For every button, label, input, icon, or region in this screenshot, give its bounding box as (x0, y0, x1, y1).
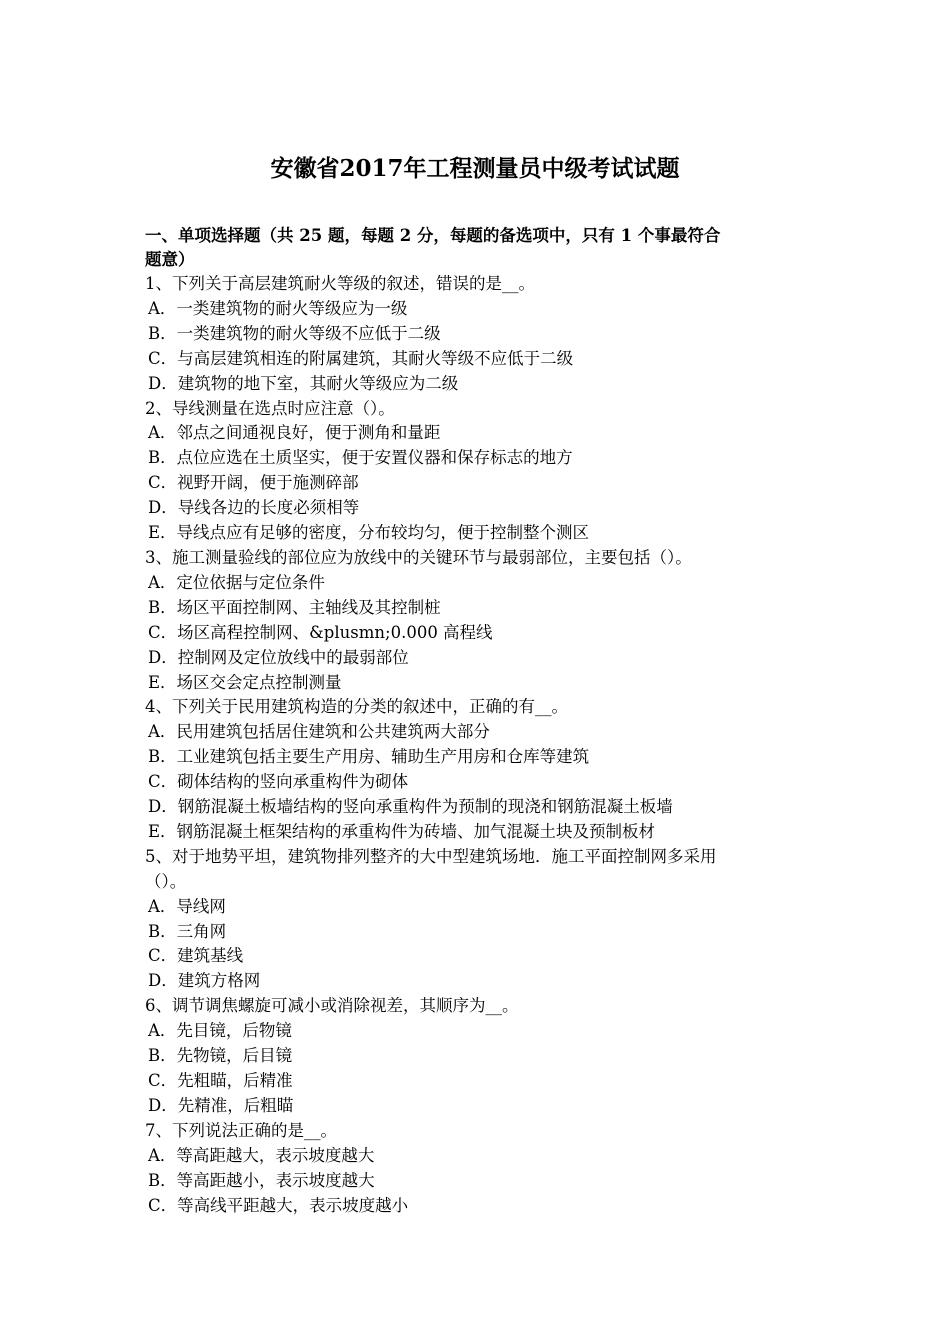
answer-option-b: B．三角网 (148, 921, 227, 941)
question-text: 4、下列关于民用建筑构造的分类的叙述中，正确的有__。 (145, 697, 568, 717)
answer-option-c: C．视野开阔，便于施测碎部 (148, 473, 359, 493)
question-5 (145, 845, 815, 994)
answer-option-d: D．先精准，后粗瞄 (148, 1095, 294, 1115)
question-1 (145, 272, 815, 397)
answer-option-a: A．等高距越大，表示坡度越大 (148, 1145, 375, 1165)
answer-option-e: E．导线点应有足够的密度，分布较均匀，便于控制整个测区 (148, 523, 590, 543)
answer-option-a: A．先目镜，后物镜 (148, 1021, 292, 1041)
question-2 (145, 397, 815, 546)
answer-option-e: E．场区交会定点控制测量 (148, 672, 342, 692)
answer-option-a: A．一类建筑物的耐火等级应为一级 (148, 298, 408, 318)
question-text: 7、下列说法正确的是__。 (145, 1120, 337, 1140)
question-4 (145, 695, 815, 844)
answer-option-c: C．先粗瞄，后精准 (148, 1071, 293, 1090)
question-text: 5、对于地势平坦，建筑物排列整齐的大中型建筑场地．施工平面控制网多采用 (145, 846, 717, 866)
answer-option-c: C．砌体结构的竖向承重构件为砌体 (148, 772, 409, 792)
answer-option-b: B．点位应选在土质坚实，便于安置仪器和保存标志的地方 (148, 448, 573, 468)
question-text: 6、调节调焦螺旋可减小或消除视差，其顺序为__。 (145, 996, 519, 1016)
answer-option-a: A．邻点之间通视良好，便于测角和量距 (148, 423, 441, 443)
answer-option-d: D．建筑物的地下室，其耐火等级应为二级 (148, 373, 459, 393)
question-7 (145, 1119, 815, 1219)
question-text: 2、导线测量在选点时应注意（）。 (145, 398, 395, 418)
question-text-continuation: （）。 (145, 871, 187, 891)
section-heading (145, 224, 815, 272)
answer-option-b: B．一类建筑物的耐火等级不应低于二级 (148, 323, 441, 343)
document-body (145, 224, 815, 1218)
section-heading-line: 一、单项选择题（共 25 题，每题 2 分，每题的备选项中，只有 1 个事最符合 (145, 226, 721, 245)
answer-option-c: C．与高层建筑相连的附属建筑，其耐火等级不应低于二级 (148, 348, 574, 368)
answer-option-d: D．控制网及定位放线中的最弱部位 (148, 647, 409, 667)
answer-option-d: D．导线各边的长度必须相等 (148, 498, 360, 518)
answer-option-d: D．建筑方格网 (148, 971, 261, 991)
section-heading-line: 题意） (145, 250, 195, 269)
answer-option-b: B．场区平面控制网、主轴线及其控制桩 (148, 597, 441, 617)
answer-option-e: E．钢筋混凝土框架结构的承重构件为砖墙、加气混凝土块及预制板材 (148, 821, 656, 841)
answer-option-b: B．工业建筑包括主要生产用房、辅助生产用房和仓库等建筑 (148, 747, 590, 767)
question-6 (145, 994, 815, 1119)
answer-option-a: A．民用建筑包括居住建筑和公共建筑两大部分 (148, 722, 490, 742)
page-title: 安徽省2017年工程测量员中级考试试题 (270, 155, 680, 182)
answer-option-c: C．场区高程控制网、&plusmn;0.000 高程线 (148, 622, 493, 642)
answer-option-b: B．等高距越小，表示坡度越大 (148, 1170, 375, 1190)
answer-option-b: B．先物镜，后目镜 (148, 1046, 293, 1066)
answer-option-a: A．定位依据与定位条件 (148, 572, 325, 592)
answer-option-c: C．等高线平距越大，表示坡度越小 (148, 1195, 409, 1215)
answer-option-c: C．建筑基线 (148, 946, 244, 966)
question-3 (145, 546, 815, 695)
answer-option-d: D．钢筋混凝土板墙结构的竖向承重构件为预制的现浇和钢筋混凝土板墙 (148, 797, 673, 817)
answer-option-a: A．导线网 (148, 896, 226, 916)
question-text: 3、施工测量验线的部位应为放线中的关键环节与最弱部位，主要包括（）。 (145, 547, 692, 567)
question-text: 1、下列关于高层建筑耐火等级的叙述，错误的是__。 (145, 274, 535, 293)
